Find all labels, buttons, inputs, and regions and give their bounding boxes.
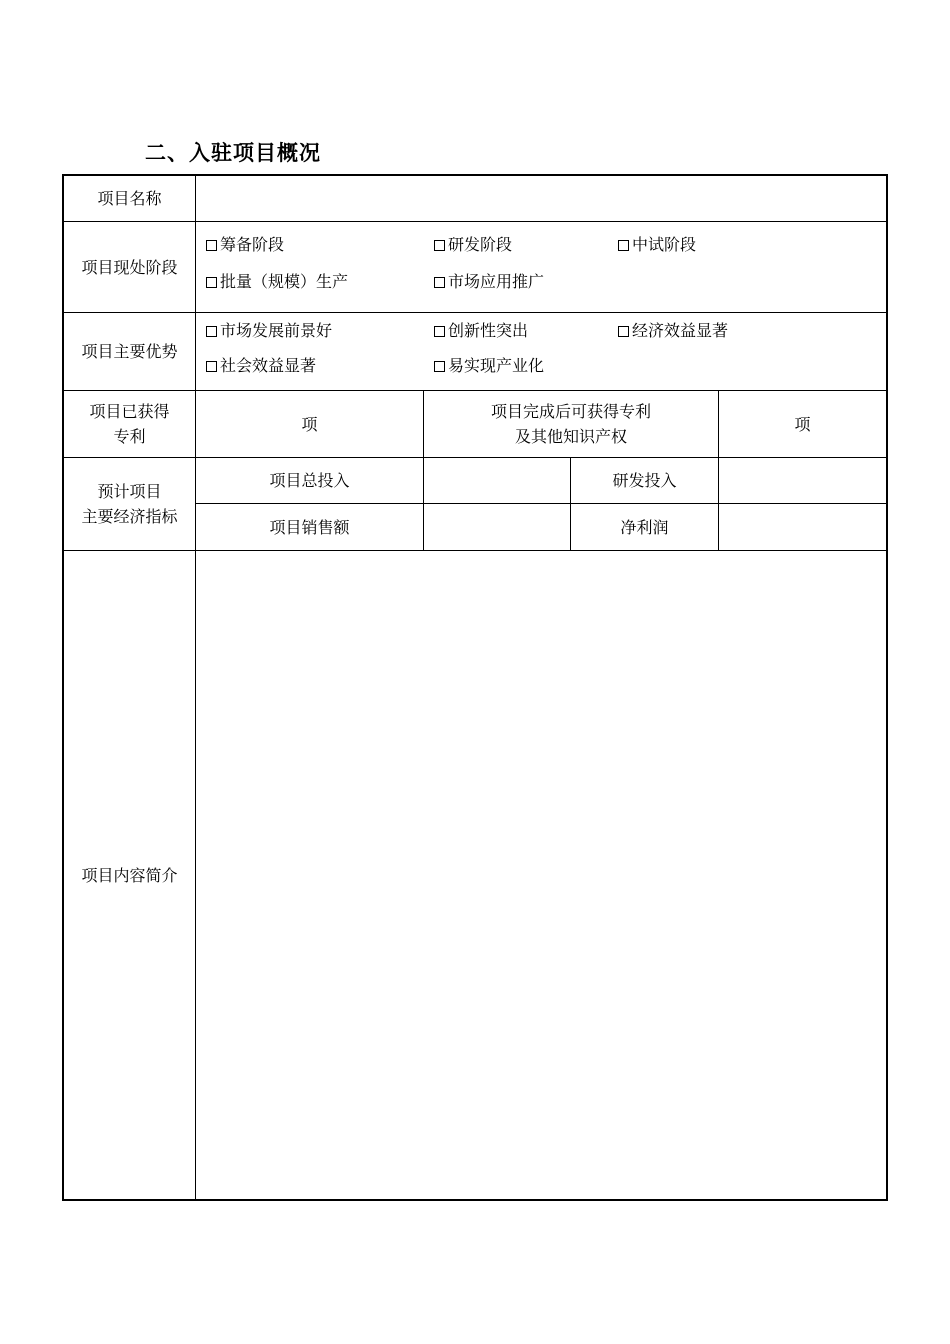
patents-obtained-count-field[interactable]: 项: [301, 414, 318, 434]
checkbox-icon: [434, 240, 445, 251]
patents-expected-label: 项目完成后可获得专利 及其他知识产权: [490, 402, 651, 446]
checkbox-icon: [206, 240, 217, 251]
advantage-option-market[interactable]: 市场发展前景好: [206, 321, 332, 341]
project-intro-label: 项目内容简介: [81, 865, 178, 885]
total-investment-label: 项目总投入: [269, 471, 350, 490]
rd-investment-field[interactable]: [719, 458, 886, 503]
stage-option-pilot[interactable]: 中试阶段: [618, 235, 696, 255]
section-heading: 二、入驻项目概况: [145, 141, 321, 165]
project-name-label: 项目名称: [97, 189, 162, 208]
net-profit-label: 净利润: [620, 517, 669, 537]
project-name-field[interactable]: [196, 176, 886, 221]
sales-field[interactable]: [424, 504, 570, 550]
stage-option-preparation[interactable]: 筹备阶段: [206, 235, 284, 255]
total-investment-field[interactable]: [424, 458, 570, 503]
project-advantage-label: 项目主要优势: [81, 342, 178, 361]
advantage-option-industrialization[interactable]: 易实现产业化: [434, 356, 544, 376]
advantage-option-economic[interactable]: 经济效益显著: [618, 321, 728, 341]
project-overview-form: [62, 174, 888, 1201]
stage-option-rnd[interactable]: 研发阶段: [434, 235, 512, 255]
patents-expected-count-field[interactable]: 项: [794, 414, 811, 434]
rd-investment-label: 研发投入: [612, 471, 677, 490]
checkbox-icon: [618, 326, 629, 337]
patents-obtained-label: 项目已获得 专利: [89, 402, 170, 446]
checkbox-icon: [434, 361, 445, 372]
net-profit-field[interactable]: [719, 504, 886, 550]
checkbox-icon: [206, 326, 217, 337]
project-stage-label: 项目现处阶段: [81, 257, 178, 277]
checkbox-icon: [618, 240, 629, 251]
advantage-option-innovation[interactable]: 创新性突出: [434, 321, 528, 341]
sales-label: 项目销售额: [269, 517, 350, 537]
checkbox-icon: [434, 326, 445, 337]
stage-option-market-promotion[interactable]: 市场应用推广: [434, 272, 544, 292]
economic-indicators-label: 预计项目 主要经济指标: [81, 482, 178, 526]
project-intro-field[interactable]: [196, 551, 886, 1199]
checkbox-icon: [206, 277, 217, 288]
advantage-option-social[interactable]: 社会效益显著: [206, 356, 316, 376]
checkbox-icon: [206, 361, 217, 372]
stage-option-mass-production[interactable]: 批量（规模）生产: [206, 272, 348, 292]
checkbox-icon: [434, 277, 445, 288]
